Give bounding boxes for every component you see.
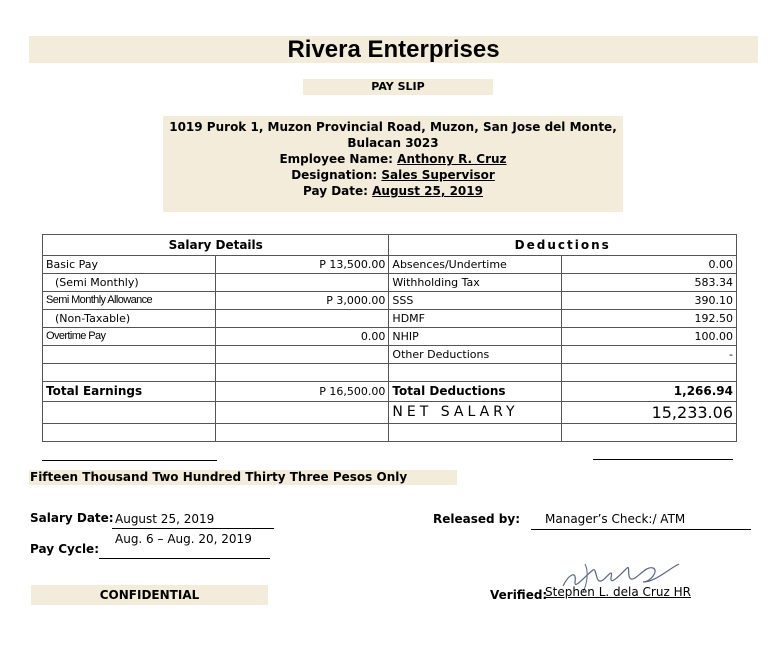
deduction-value: 0.00 — [562, 256, 737, 274]
total-deductions-label: Total Deductions — [389, 382, 562, 402]
designation-row — [163, 167, 623, 183]
deduction-label: Withholding Tax — [389, 274, 562, 292]
pay-cycle-value: Aug. 6 – Aug. 20, 2019 — [115, 532, 252, 546]
confidential-label: CONFIDENTIAL — [31, 585, 268, 605]
table-row — [43, 364, 737, 382]
amount-in-words: Fifteen Thousand Two Hundred Thirty Three Pesos Only — [29, 470, 457, 485]
deduction-label: Absences/Undertime — [389, 256, 562, 274]
company-name: Rivera Enterprises — [29, 36, 758, 63]
overtime-value: 0.00 — [215, 328, 389, 346]
deduction-label: SSS — [389, 292, 562, 310]
designation-label: Designation: — [291, 168, 378, 182]
pay-cycle-label: Pay Cycle: — [30, 542, 99, 556]
employee-name: Anthony R. Cruz — [397, 152, 507, 166]
allowance-value: P 3,000.00 — [215, 292, 389, 310]
table-row — [43, 310, 737, 328]
verified-by: Stephen L. dela Cruz HR — [545, 585, 691, 599]
non-taxable-note: (Non-Taxable) — [43, 310, 216, 328]
deduction-label: NHIP — [389, 328, 562, 346]
salary-date-value: August 25, 2019 — [115, 512, 215, 526]
salary-table — [42, 234, 737, 442]
table-row — [43, 274, 737, 292]
pay-date-row — [163, 183, 623, 199]
overtime-label: Overtime Pay — [43, 328, 216, 346]
deduction-value: 192.50 — [562, 310, 737, 328]
total-earnings-value: P 16,500.00 — [215, 382, 389, 402]
net-salary-row — [43, 402, 737, 424]
deduction-value: 583.34 — [562, 274, 737, 292]
table-row — [43, 346, 737, 364]
net-salary-value: 15,233.06 — [562, 402, 737, 424]
released-by-value: Manager’s Check:/ ATM — [545, 512, 686, 526]
verified-label: Verified: — [490, 588, 548, 602]
table-header-row — [43, 235, 737, 256]
totals-row — [43, 382, 737, 402]
released-by-label: Released by: — [433, 512, 520, 526]
table-row — [43, 328, 737, 346]
salary-date-label: Salary Date: — [30, 511, 114, 525]
address-line-1: 1019 Purok 1, Muzon Provincial Road, Muzon, San Jose del Monte, — [169, 120, 617, 134]
deductions-header: Deductions — [389, 235, 737, 256]
employee-name-label: Employee Name: — [279, 152, 393, 166]
pay-date-value: August 25, 2019 — [372, 184, 483, 198]
deduction-value: 390.10 — [562, 292, 737, 310]
deduction-label: HDMF — [389, 310, 562, 328]
semi-monthly-note: (Semi Monthly) — [43, 274, 216, 292]
employee-name-row — [163, 151, 623, 167]
basic-pay-label: Basic Pay — [43, 256, 216, 274]
deduction-label: Other Deductions — [389, 346, 562, 364]
employee-info-box — [163, 116, 623, 212]
divider — [593, 459, 733, 460]
table-row — [43, 292, 737, 310]
table-row — [43, 424, 737, 442]
salary-details-header: Salary Details — [43, 235, 389, 256]
deduction-value: 100.00 — [562, 328, 737, 346]
allowance-label: Semi Monthly Allowance — [43, 292, 216, 310]
table-row — [43, 256, 737, 274]
basic-pay-value: P 13,500.00 — [215, 256, 389, 274]
net-salary-label: NET SALARY — [389, 402, 562, 424]
document-title: PAY SLIP — [303, 79, 493, 95]
pay-date-label: Pay Date: — [303, 184, 368, 198]
divider — [42, 460, 217, 461]
salary-date-underline — [112, 528, 274, 529]
address-line-2: Bulacan 3023 — [347, 136, 439, 150]
designation-value: Sales Supervisor — [381, 168, 495, 182]
deduction-value: - — [562, 346, 737, 364]
total-deductions-value: 1,266.94 — [562, 382, 737, 402]
pay-cycle-underline — [99, 558, 270, 559]
total-earnings-label: Total Earnings — [43, 382, 216, 402]
released-by-underline — [531, 529, 751, 530]
